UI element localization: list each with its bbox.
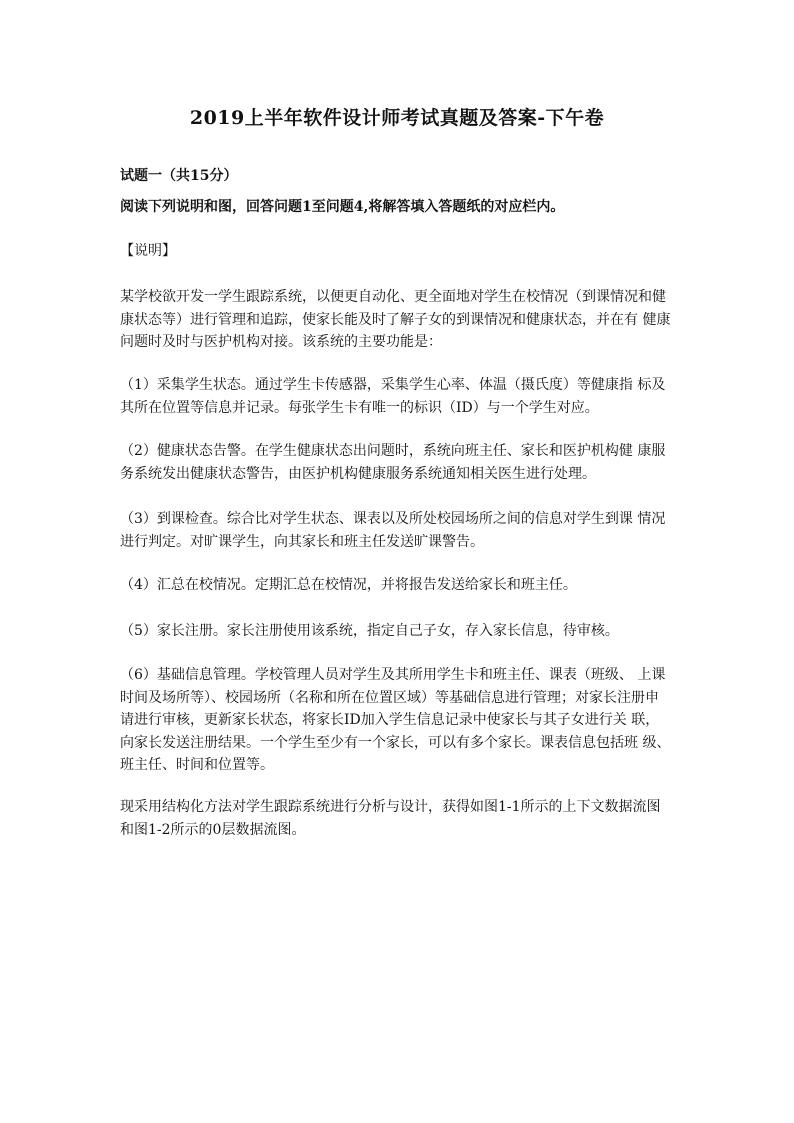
- paragraph-item-5: （5）家长注册。家长注册使用该系统，指定自己子女，存入家长信息，待审核。: [120, 623, 619, 639]
- document-title: 2019上半年软件设计师考试真题及答案-下午卷: [189, 107, 605, 129]
- paragraph-item-3: （3）到课检查。综合比对学生状态、课表以及所处校园场所之间的信息对学生到课 情况 进行判定。对旷课学生，向其家长和班主任发送旷课警告。: [120, 511, 666, 550]
- paragraph-item-4: （4）汇总在校情况。定期汇总在校情况，并将报告发送给家长和班主任。: [120, 577, 577, 593]
- section-label-description: 【说明】: [120, 243, 176, 259]
- paragraph-item-1: （1）采集学生状态。通过学生卡传感器，采集学生心率、体温（摄氏度）等健康指 标及 其所在位置等信息并记录。每张学生卡有唯一的标识（ID）与一个学生对应。: [120, 377, 666, 416]
- paragraph-intro: 某学校欲开发一学生跟踪系统，以便更自动化、更全面地对学生在校情况（到课情况和健 康状态等）进行管理和追踪，使家长能及时了解子女的到课情况和健康状态，并在有 健康 问题时及时与医护机构对接。该系统的主要功能是：: [120, 289, 671, 350]
- paragraph-item-6: （6）基础信息管理。学校管理人员对学生及其所用学生卡和班主任、课表（班级、 上课 时间及场所等）、校园场所（名称和所在位置区域）等基础信息进行管理；对家长注册申 请进行审核，更新家长状态，将家长ID加入学生信息记录中使家长与其子女进行关 联， 向家长发送注册结果。一个学生至少有一个家长，可以有多个家长。课表信息包括班 级、 班主任、时间和位置等。: [120, 667, 671, 773]
- question-heading: 试题一（共15分）: [120, 168, 238, 184]
- paragraph-item-2: （2）健康状态告警。在学生健康状态出问题时，系统向班主任、家长和医护机构健 康服 务系统发出健康状态警告，由医护机构健康服务系统通知相关医生进行处理。: [120, 443, 666, 482]
- paragraph-conclusion: 现采用结构化方法对学生跟踪系统进行分析与设计，获得如图1-1所示的上下文数据流图 和图1-2所示的0层数据流图。: [120, 799, 661, 838]
- question-instruction: 阅读下列说明和图，回答问题1至问题4,将解答填入答题纸的对应栏内。: [120, 199, 565, 215]
